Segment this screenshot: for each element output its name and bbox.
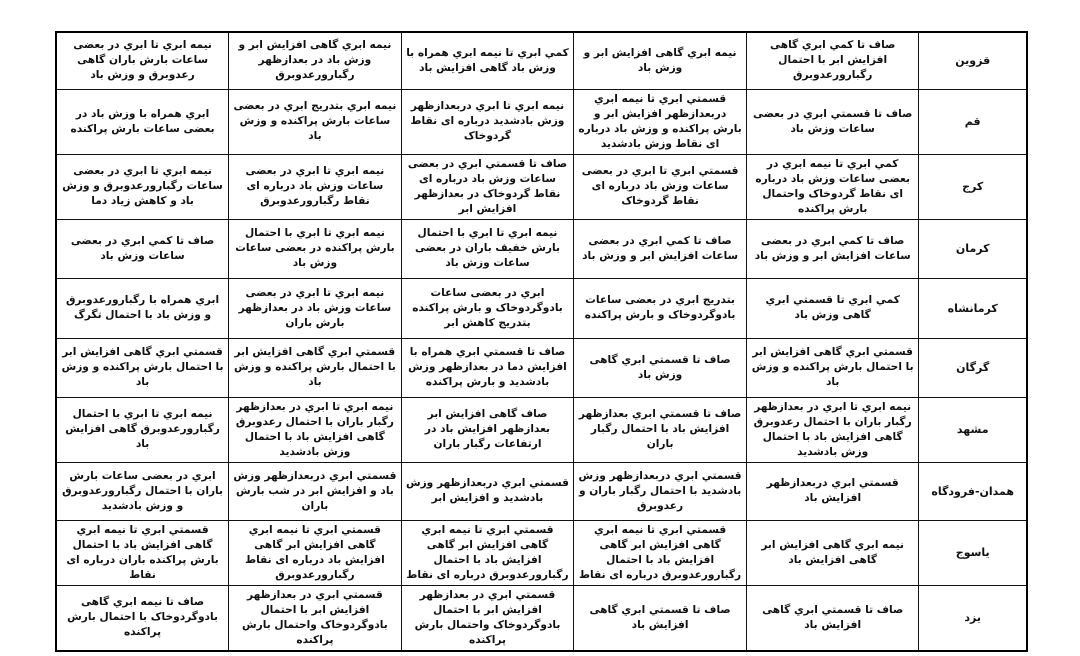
forecast-cell: نیمه ابري تا ابري در بعدازظهر رگبار باران با احتمال رعدوبرق گاهی افزایش باد با احتمال وزش بادشدید	[229, 397, 402, 462]
forecast-cell: قسمتي ابري دربعدازظهر افزایش باد	[746, 462, 919, 520]
table-row-karaj	[56, 154, 1027, 219]
forecast-cell: نیمه ابري تا ابري در بعضی ساعات وزش باد در بعدازظهر بارش باران	[229, 278, 402, 338]
forecast-cell: قسمتي ابري گاهی افزایش ابر با احتمال بارش پراكنده و وزش باد	[746, 338, 919, 397]
city-name: همدان-فرودگاه	[919, 462, 1027, 520]
forecast-cell: نیمه ابري تا ابري در بعضی ساعات وزش باد درباره ای نقاط رگبارورعدوبرق	[229, 154, 402, 219]
forecast-cell: قسمتي ابري تا نیمه ابري گاهی افزایش ابر گاهی افزایش باد با احتمال رگبارورعدوبرق درباره ای نقاط	[401, 520, 574, 585]
city-name: قم	[919, 89, 1027, 154]
forecast-cell: قسمتي ابري تا نیمه ابري گاهی افزایش باد با احتمال بارش پراكنده باران درباره ای نقاط	[56, 520, 229, 585]
table-row-mashhad	[56, 397, 1027, 462]
forecast-cell: صاف تا قسمتي ابري گاهی وزش باد	[574, 338, 747, 397]
city-name: مشهد	[919, 397, 1027, 462]
table-row-hamedan-airport	[56, 462, 1027, 520]
forecast-cell: صاف گاهی افزایش ابر بعدازظهر افزایش باد در ارتفاعات رگبار باران	[401, 397, 574, 462]
forecast-cell: كمي ابري تا نیمه ابري همراه با وزش باد گاهی افزایش باد	[401, 32, 574, 89]
forecast-cell: صاف تا قسمتي ابري همراه با افزایش دما در بعدازظهر وزش بادشدید و بارش پراكنده	[401, 338, 574, 397]
forecast-cell: صاف تا نیمه ابري گاهی بادوگردوخاک با احتمال بارش پراكنده	[56, 585, 229, 651]
forecast-cell: قسمتي ابري گاهی افزایش ابر با احتمال بارش پراكنده و وزش باد	[56, 338, 229, 397]
forecast-cell: قسمتي ابري دربعدازظهر وزش باد و افزایش ابر در شب بارش باران	[229, 462, 402, 520]
forecast-cell: قسمتي ابري تا نیمه ابري گاهی افزایش ابر گاهی افزایش باد درباره ای نقاط رگبارورعدوبرق	[229, 520, 402, 585]
city-name: قزوین	[919, 32, 1027, 89]
forecast-cell: قسمتي ابري تا ابري در بعضی ساعات وزش باد درباره ای نقاط گردوخاک	[574, 154, 747, 219]
forecast-cell: كمي ابري تا قسمتي ابري گاهی وزش باد	[746, 278, 919, 338]
forecast-cell: صاف تا كمي ابري در بعضی ساعات وزش باد	[56, 219, 229, 278]
forecast-cell: قسمتي ابري تا نیمه ابري دربعدازظهر افزایش ابر و بارش پراكنده و وزش باد درباره ای نقاط وزش بادشدید	[574, 89, 747, 154]
forecast-cell: نیمه ابري تا ابري با احتمال رگبارورعدوبرق گاهی افزایش باد	[56, 397, 229, 462]
city-name: گرگان	[919, 338, 1027, 397]
city-name: كرمان	[919, 219, 1027, 278]
forecast-cell: صاف تا كمي ابري در بعضی ساعات افزایش ابر و وزش باد	[746, 219, 919, 278]
table-row-qazvin	[56, 32, 1027, 89]
forecast-cell: صاف تا قسمتي ابري بعدازظهر افزایش باد با احتمال رگبار باران	[574, 397, 747, 462]
forecast-cell: ابري در بعضی ساعات بارش باران با احتمال رگبارورعدوبرق و وزش بادشدید	[56, 462, 229, 520]
city-name: كرمانشاه	[919, 278, 1027, 338]
forecast-cell: صاف تا قسمتي ابري در بعضی ساعات وزش باد درباره ای نقاط گردوخاک در بعدازظهر افزایش ابر	[401, 154, 574, 219]
forecast-cell: صاف تا كمي ابري در بعضی ساعات افزایش ابر و وزش باد	[574, 219, 747, 278]
forecast-cell: نیمه ابري تا ابري دربعدازظهر وزش بادشدید درباره ای نقاط گردوخاک	[401, 89, 574, 154]
forecast-cell: قسمتي ابري در بعدازظهر افزایش ابر با احتمال بادوگردوخاک واحتمال بارش پراكنده	[401, 585, 574, 651]
forecast-cell: صاف تا قسمتي ابري گاهی افزایش باد	[574, 585, 747, 651]
forecast-cell: نیمه ابري تا ابري در بعضی ساعات رگبارورعدوبرق و وزش باد و كاهش زیاد دما	[56, 154, 229, 219]
city-name: یاسوج	[919, 520, 1027, 585]
forecast-cell: بتدریج ابري در بعضی ساعات بادوگردوخاک و بارش پراكنده	[574, 278, 747, 338]
forecast-cell: نیمه ابري تا ابري در بعضی ساعات بارش باران گاهی رعدوبرق و وزش باد	[56, 32, 229, 89]
forecast-cell: نیمه ابري تا ابري با احتمال بارش خفیف باران در بعضی ساعات وزش باد	[401, 219, 574, 278]
forecast-cell: نیمه ابري گاهی افزایش ابر و وزش باد	[574, 32, 747, 89]
table-row-kerman	[56, 219, 1027, 278]
forecast-cell: نیمه ابري تا ابري در بعدازظهر رگبار باران با احتمال رعدوبرق گاهی افزایش باد با احتمال وزش بادشدید	[746, 397, 919, 462]
forecast-cell: قسمتي ابري در بعدازظهر افزایش ابر با احتمال بادوگردوخاک واحتمال بارش پراكنده	[229, 585, 402, 651]
forecast-cell: صاف تا كمي ابري گاهی افزایش ابر با احتمال رگبارورعدوبرق	[746, 32, 919, 89]
table-row-yasuj	[56, 520, 1027, 585]
table-row-kermanshah	[56, 278, 1027, 338]
table-row-gorgan	[56, 338, 1027, 397]
forecast-cell: نیمه ابري گاهی افزایش ابر و وزش باد در بعدازظهر رگبارورعدوبرق	[229, 32, 402, 89]
forecast-cell: نیمه ابري گاهی افزایش ابر گاهی افزایش باد	[746, 520, 919, 585]
forecast-cell: قسمتي ابري دربعدازظهر وزش بادشدید با احتمال رگبار باران و رعدوبرق	[574, 462, 747, 520]
city-name: یزد	[919, 585, 1027, 651]
city-name: كرج	[919, 154, 1027, 219]
forecast-cell: ابري همراه با وزش باد در بعضی ساعات بارش پراكنده	[56, 89, 229, 154]
forecast-cell: قسمتي ابري گاهی افزایش ابر با احتمال بارش پراكنده و وزش باد	[229, 338, 402, 397]
forecast-cell: ابري همراه با رگبارورعدوبرق و وزش باد با احتمال تگرگ	[56, 278, 229, 338]
table-row-qom	[56, 89, 1027, 154]
forecast-cell: قسمتي ابري دربعدازظهر وزش بادشدید و افزایش ابر	[401, 462, 574, 520]
weather-forecast-table	[55, 31, 1028, 652]
forecast-cell: نیمه ابري بتدریج ابري در بعضی ساعات بارش پراكنده و وزش باد	[229, 89, 402, 154]
forecast-cell: صاف تا قسمتي ابري گاهی افزایش باد	[746, 585, 919, 651]
forecast-cell: قسمتي ابري تا نیمه ابري گاهی افزایش ابر گاهی افزایش باد با احتمال رگبارورعدوبرق درباره ای نقاط	[574, 520, 747, 585]
forecast-cell: صاف تا قسمتي ابري در بعضی ساعات وزش باد	[746, 89, 919, 154]
forecast-cell: ابري در بعضی ساعات بادوگردوخاک و بارش پراكنده بتدریج كاهش ابر	[401, 278, 574, 338]
table-row-yazd	[56, 585, 1027, 651]
forecast-cell: كمي ابري تا نیمه ابري در بعضی ساعات وزش باد درباره ای نقاط گردوخاک واحتمال بارش پراكنده	[746, 154, 919, 219]
forecast-cell: نیمه ابري تا ابري با احتمال بارش پراكنده در بعضی ساعات وزش باد	[229, 219, 402, 278]
